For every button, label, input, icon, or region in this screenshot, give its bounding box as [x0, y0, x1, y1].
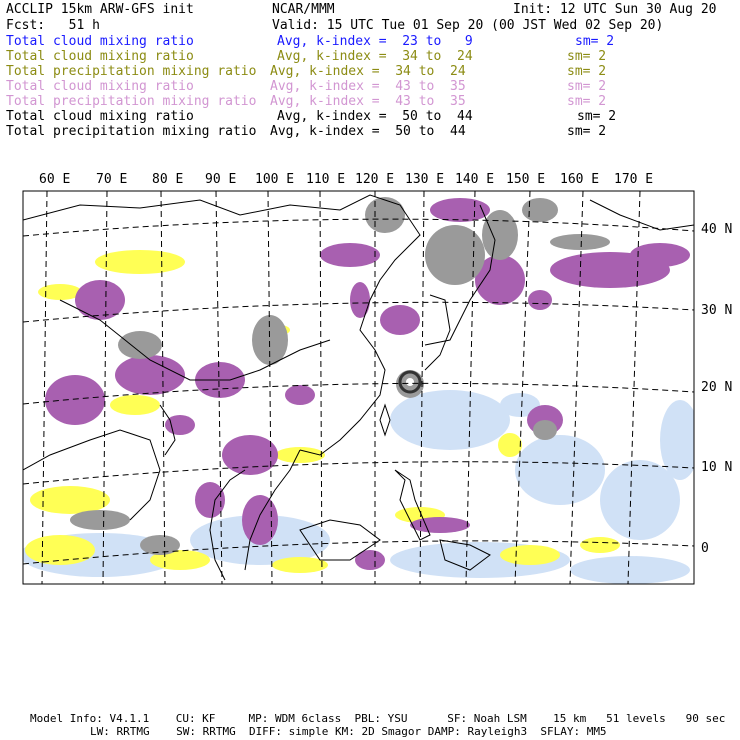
legend-field-name: Total cloud mixing ratio — [6, 49, 194, 64]
latitude-label: 30 N — [701, 303, 733, 318]
longitude-label: 150 E — [506, 172, 546, 187]
legend-field-name: Total precipitation mixing ratio — [6, 94, 257, 109]
longitude-label: 100 E — [255, 172, 295, 187]
legend-level-range: Avg, k-index = 34 to 24 — [270, 64, 466, 79]
longitude-label: 110 E — [306, 172, 346, 187]
model-info-line1: Model Info: V4.1.1 CU: KF MP: WDM 6class PBL: YSU SF: Noah LSM 15 km 51 levels 90 sec — [30, 712, 726, 725]
legend-smoothing: sm= 2 — [567, 49, 607, 64]
latitude-label: 40 N — [701, 222, 733, 237]
legend-field-name: Total precipitation mixing ratio — [6, 64, 257, 79]
legend-level-range: Avg, k-index = 43 to 35 — [270, 79, 466, 94]
longitude-label: 120 E — [355, 172, 395, 187]
legend-level-range: Avg, k-index = 34 to 24 — [277, 49, 473, 64]
model-info-line2: LW: RRTMG SW: RRTMG DIFF: simple KM: 2D Smagor DAMP: Rayleigh3 SFLAY: MM5 — [90, 725, 607, 738]
legend-smoothing: sm= 2 — [575, 34, 615, 49]
longitude-label: 90 E — [205, 172, 237, 187]
legend-smoothing: sm= 2 — [567, 64, 607, 79]
longitude-label: 70 E — [96, 172, 128, 187]
latitude-label: 0 — [701, 541, 709, 556]
forecast-hour: Fcst: 51 h — [6, 18, 100, 33]
model-title: ACCLIP 15km ARW-GFS init — [6, 2, 194, 17]
legend-field-name: Total cloud mixing ratio — [6, 34, 194, 49]
legend-field-name: Total cloud mixing ratio — [6, 109, 194, 124]
longitude-label: 130 E — [405, 172, 445, 187]
longitude-label: 60 E — [39, 172, 71, 187]
legend-smoothing: sm= 2 — [577, 109, 617, 124]
longitude-label: 140 E — [455, 172, 495, 187]
legend-level-range: Avg, k-index = 43 to 35 — [270, 94, 466, 109]
organization-label: NCAR/MMM — [272, 2, 335, 17]
longitude-label: 80 E — [152, 172, 184, 187]
longitude-label: 170 E — [614, 172, 654, 187]
latitude-label: 10 N — [701, 460, 733, 475]
legend-field-name: Total cloud mixing ratio — [6, 79, 194, 94]
valid-time: Valid: 15 UTC Tue 01 Sep 20 (00 JST Wed 02 Sep 20) — [272, 18, 664, 33]
legend-level-range: Avg, k-index = 50 to 44 — [277, 109, 473, 124]
legend-smoothing: sm= 2 — [567, 94, 607, 109]
legend-level-range: Avg, k-index = 50 to 44 — [270, 124, 466, 139]
longitude-label: 160 E — [560, 172, 600, 187]
legend-field-name: Total precipitation mixing ratio — [6, 124, 257, 139]
legend-smoothing: sm= 2 — [567, 79, 607, 94]
init-time: Init: 12 UTC Sun 30 Aug 20 — [513, 2, 717, 17]
latitude-label: 20 N — [701, 380, 733, 395]
legend-smoothing: sm= 2 — [567, 124, 607, 139]
legend-level-range: Avg, k-index = 23 to 9 — [277, 34, 473, 49]
